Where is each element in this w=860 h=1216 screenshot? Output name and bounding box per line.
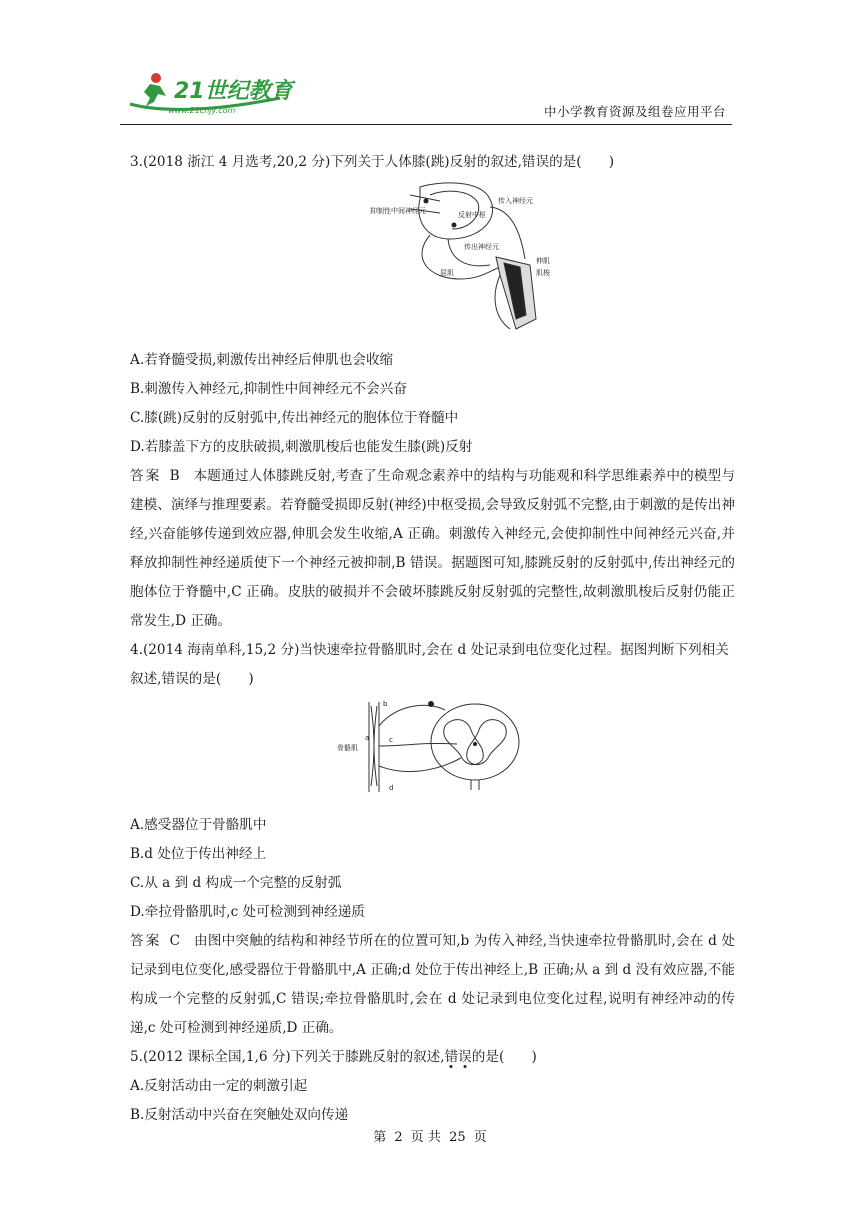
footer-prefix: 第: [373, 1130, 387, 1145]
label-flexor: 屈肌: [440, 269, 454, 277]
q3-option-d: D.若膝盖下方的皮肤破损,刺激肌梭后也能发生膝(跳)反射: [130, 439, 473, 455]
label-b: b: [383, 700, 388, 708]
label-d: d: [389, 784, 394, 792]
q5-stem-emph-2: 误: [458, 1049, 472, 1065]
q3-option-a: A.若脊髓受损,刺激传出神经后伸肌也会收缩: [130, 352, 394, 368]
q5-stem-emph-1: 错: [444, 1049, 459, 1065]
footer-page-total: 25: [449, 1130, 466, 1145]
footer-suffix: 页: [473, 1130, 487, 1145]
label-efferent-neuron: 传出神经元: [464, 243, 499, 251]
platform-name: 中小学教育资源及组卷应用平台: [543, 104, 726, 119]
logo-url: www.21cnjy.com: [168, 106, 236, 115]
q5-option-a: A.反射活动由一定的刺激引起: [130, 1078, 308, 1094]
label-extensor: 伸肌: [536, 257, 550, 265]
label-c: c: [389, 736, 393, 744]
logo-21cnjy: [120, 68, 300, 120]
label-muscle-spindle: 肌梭: [536, 269, 550, 277]
q5-stem-after: 的是( ): [471, 1049, 537, 1065]
q3-option-c: C.膝(跳)反射的反射弧中,传出神经元的胞体位于脊髓中: [130, 410, 459, 426]
spinal-cord-diagram: [335, 696, 525, 796]
q4-answer-label: 答案: [130, 933, 162, 949]
q3-answer-label: 答案: [130, 468, 162, 484]
label-reflex-center: 反射中枢: [458, 211, 486, 219]
q5-stem-before: 5.(2012 课标全国,1,6 分)下列关于膝跳反射的叙述,: [130, 1049, 445, 1065]
footer-page-current: 2: [394, 1130, 403, 1145]
q4-option-b: B.d 处位于传出神经上: [130, 846, 267, 862]
q5-option-b: B.反射活动中兴奋在突触处双向传递: [130, 1107, 349, 1123]
q5-stem: [130, 1043, 735, 1072]
page-header: [120, 68, 732, 125]
q3-stem: 3.(2018 浙江 4 月选考,20,2 分)下列关于人体膝(跳)反射的叙述,错误的是( ): [130, 154, 615, 170]
q4-option-a: A.感受器位于骨骼肌中: [130, 817, 267, 833]
q4-option-c: C.从 a 到 d 构成一个完整的反射弧: [130, 875, 342, 891]
label-inhibitory-neuron: 抑制性中间神经元: [370, 207, 426, 215]
footer-mid: 页 共: [410, 1130, 441, 1145]
page-content: [130, 148, 735, 1130]
logo-text: 21世纪教育: [174, 79, 293, 104]
q4-answer-text: C 由图中突触的结构和神经节所在的位置可知,b 为传入神经,当快速牵拉骨骼肌时,会在 d 处记录到电位变化,感受器位于骨骼肌中,A 正确;d 处位于传出神经上,B 正确;从 a 到 d 没有效应器,不能构成一个完整的反射弧,C 错误;牵拉骨骼肌时,会在 d 处记录到电位变化过程,说明有神经冲动的传递,c 处可检测到神经递质,D 正确。: [130, 933, 736, 1036]
q4-stem: 4.(2014 海南单科,15,2 分)当快速牵拉骨骼肌时,会在 d 处记录到电位变化过程。据图判断下列相关叙述,错误的是( ): [130, 642, 729, 687]
q3-option-b: B.刺激传入神经元,抑制性中间神经元不会兴奋: [130, 381, 407, 397]
knee-reflex-diagram: [370, 179, 550, 331]
label-skeletal-muscle: 骨骼肌: [337, 744, 358, 752]
label-a: a: [365, 734, 370, 742]
page-footer: [0, 1126, 860, 1145]
label-afferent-neuron: 传入神经元: [498, 197, 533, 205]
q3-answer-text: B 本题通过人体膝跳反射,考查了生命观念素养中的结构与功能观和科学思维素养中的模型与建模、演绎与推理要素。若脊髓受损即反射(神经)中枢受损,会导致反射弧不完整,由于刺激的是传出神经,兴奋能够传递到效应器,伸肌会发生收缩,A 正确。刺激传入神经元,会使抑制性中间神经元兴奋,并释放抑制性神经递质使下一个神经元被抑制,B 错误。据题图可知,膝跳反射的反射弧中,传出神经元的胞体位于脊髓中,C 正确。皮肤的破损并不会破坏膝跳反射反射弧的完整性,故刺激肌梭后反射仍能正常发生,D 正确。: [130, 468, 736, 629]
q3-answer: [130, 462, 735, 636]
q4-option-d: D.牵拉骨骼肌时,c 处可检测到神经递质: [130, 904, 365, 920]
q4-answer: [130, 927, 735, 1043]
